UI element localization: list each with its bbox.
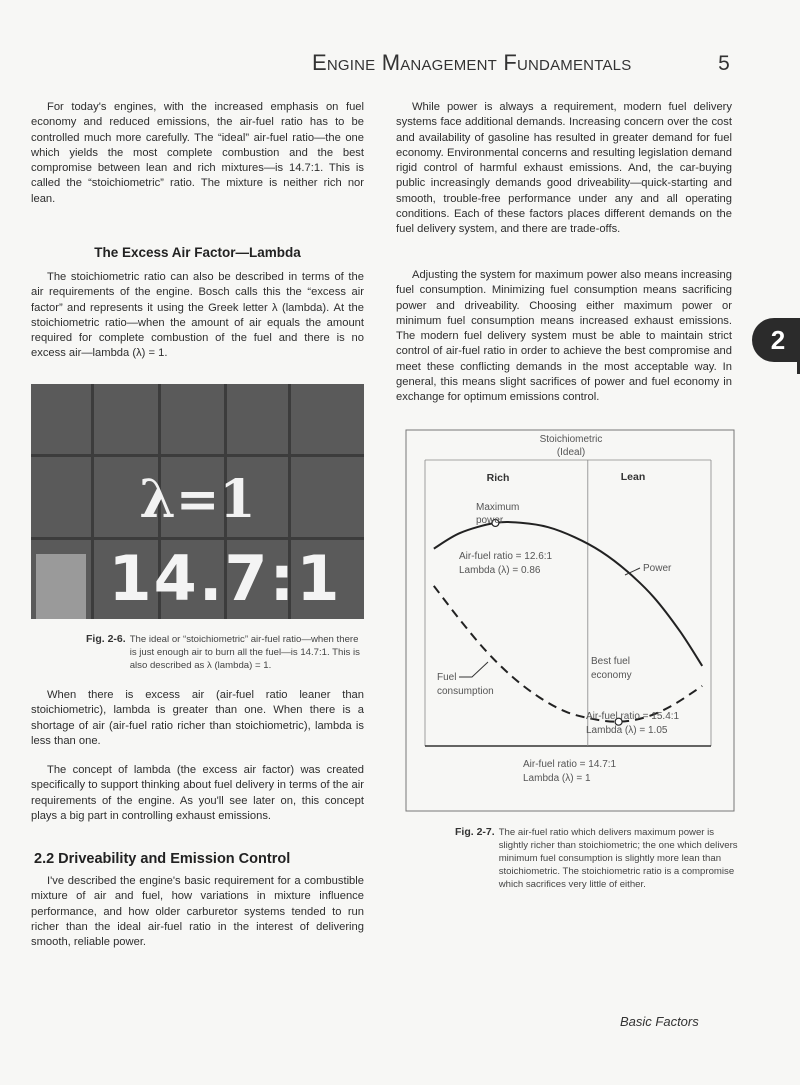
best-economy-title-line2: economy xyxy=(591,670,632,681)
stoichiometric-label-line2: (Ideal) xyxy=(556,447,586,458)
stoichiometric-lambda-label: Lambda (λ) = 1 xyxy=(523,773,591,784)
footer-section-name: Basic Factors xyxy=(620,1014,699,1029)
figure-2-7-label: Fig. 2-7. xyxy=(455,826,495,838)
max-power-afr-label: Air-fuel ratio = 12.6:1 xyxy=(459,551,553,562)
best-economy-title-line1: Best fuel xyxy=(591,656,630,667)
chapter-tab-number: 2 xyxy=(770,324,786,355)
figure-2-6-text: The ideal or “stoichiometric” air-fuel ratio—when there is just enough air to burn all the fuel—is 14.7:1. This is also described as λ (lambda) = 1. xyxy=(129,634,360,671)
stoichiometric-label-line1: Stoichiometric xyxy=(539,434,603,445)
chart-outer-frame xyxy=(406,430,734,811)
fuel-label-line2: consumption xyxy=(437,686,494,697)
chapter-title: Engine Management Fundamentals xyxy=(312,50,632,75)
paragraph-demands: While power is always a requirement, modern fuel delivery systems face additional demands. Increasing concern over the cost and availability of gasoline has resulted in greater demand for fuel economy. Environmental concerns and resulting legislation demand rigid control of harmful exhaust emissions. And, the car-buying public increasingly demands good driveability—quick-starting and smooth, trouble-free performance under any and all operating conditions. Each of these factors places different demands on the fuel delivery system, and there are trade-offs. xyxy=(396,101,732,236)
fuel-label-leader xyxy=(459,662,488,677)
paragraph-intro: For today's engines, with the increased emphasis on fuel economy and reduced emissions, the air-fuel ratio has to be controlled much more carefully. The “ideal” air-fuel ratio—the one which yields the most complete combustion and the best compromise between lean and rich mixtures—is 14.7:1. This is called the “stoichiometric” ratio. The mixture is neither rich nor lean. xyxy=(31,101,364,205)
paragraph-lambda: The stoichiometric ratio can also be described in terms of the air requirements of the engine. Bosch calls this the “excess air factor” and represents it using the Greek letter λ (lambda). At the stoichiometric ratio—when the amount of air equals the amount required for complete combustion of the fuel and there is no excess air—lambda (λ) = 1. xyxy=(31,271,364,360)
lambda-equals-one-text: λ=1 xyxy=(139,469,256,530)
paragraph-lambda-concept: The concept of lambda (the excess air factor) was created specifically to support thinking about fuel delivery in terms of the air requirements of the engine. As you'll see later on, this concept plays a big part in controlling exhaust emissions. xyxy=(31,764,364,822)
figure-2-6-label: Fig. 2-6. xyxy=(86,633,126,645)
series-line-power xyxy=(434,522,702,666)
figure-2-7-text: The air-fuel ratio which delivers maximum power is slightly richer than stoichiometric; the one which delivers minimum fuel consumption is slightly more lean than stoichiometric. The stoichiometric ratio is a compromise which sacrifices very little of either. xyxy=(498,827,738,890)
region-label-rich: Rich xyxy=(486,472,510,484)
figure-2-7-caption xyxy=(455,826,740,891)
max-power-lambda-label: Lambda (λ) = 0.86 xyxy=(459,565,541,576)
best-economy-afr-label: Air-fuel ratio = 15.4:1 xyxy=(586,711,680,722)
section-heading-2-2: 2.2 Driveability and Emission Control xyxy=(34,851,291,867)
paragraph-lambda-range: When there is excess air (air-fuel ratio leaner than stoichiometric), lambda is greater than one. When there is a shortage of air (air-fuel ratio richer than stoichiometric), lambda is less than one. xyxy=(31,689,364,747)
series-label-power: Power xyxy=(643,563,672,574)
region-label-lean: Lean xyxy=(620,471,646,483)
stoichiometric-ratio-text: 14.7:1 xyxy=(108,542,342,615)
max-power-title-line2: power xyxy=(476,515,504,526)
paragraph-tradeoffs: Adjusting the system for maximum power also means increasing fuel consumption. Minimizing fuel consumption means sacrificing power and driveability. Choosing either maximum power or minimum fuel consumption means increased exhaust emissions. The modern fuel delivery system must be able to maintain strict control of air-fuel ratio in order to achieve the best compromise and meet these conflicting demands in the most acceptable way. In general, this means slight sacrifices of power and fuel economy in exchange for optimum emissions control. xyxy=(396,269,732,404)
paragraph-driveability: I've described the engine's basic requirement for a combustible mixture of air and fuel, how variations in mixture influence performance, and how older carburetor systems tended to run richer than the ideal air-fuel ratio in the interest of delivering smooth, reliable power. xyxy=(31,875,364,949)
stoichiometric-afr-label: Air-fuel ratio = 14.7:1 xyxy=(523,759,617,770)
page-number: 5 xyxy=(718,52,730,75)
max-power-title-line1: Maximum xyxy=(476,502,520,513)
section-heading-lambda: The Excess Air Factor—Lambda xyxy=(94,245,301,260)
best-economy-lambda-label: Lambda (λ) = 1.05 xyxy=(586,725,668,736)
fuel-label-line1: Fuel xyxy=(437,672,457,683)
